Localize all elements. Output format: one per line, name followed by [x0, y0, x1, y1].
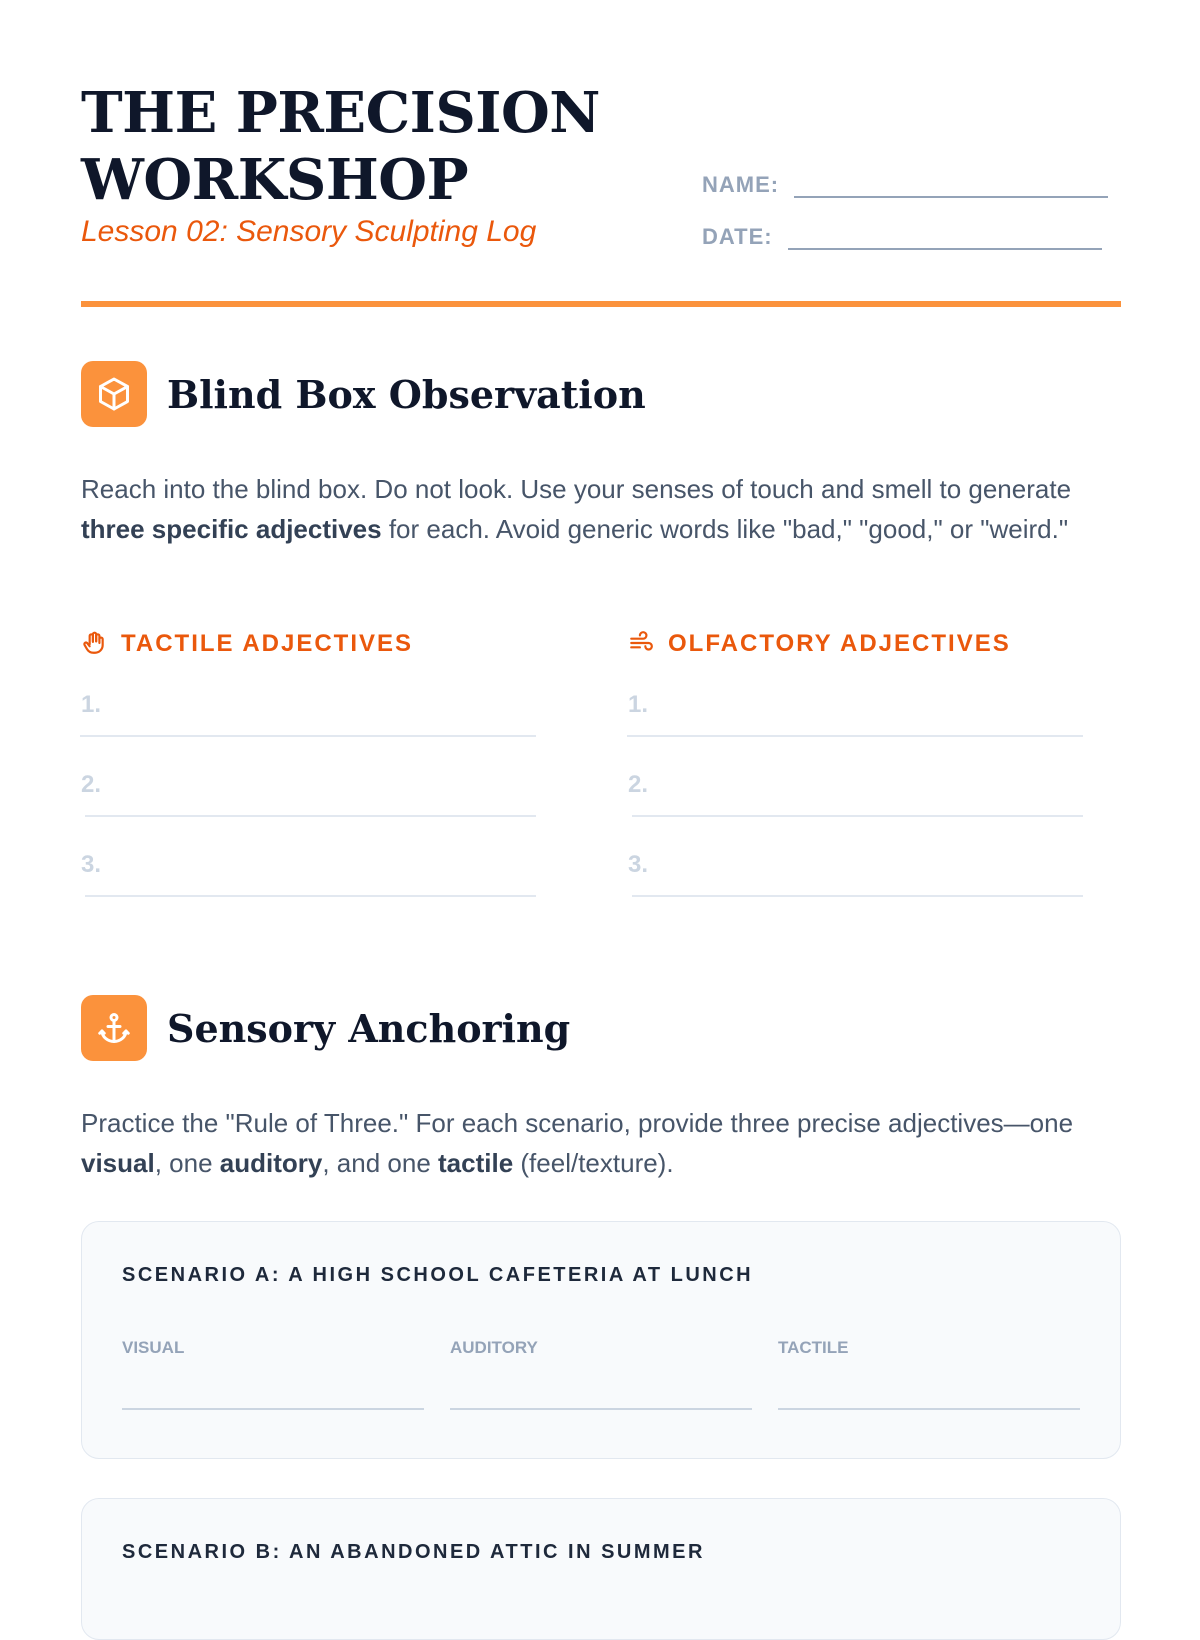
intro-text-end: for each. Avoid generic words like "bad," "good," or "weird.": [381, 514, 1069, 544]
olfactory-heading: [628, 630, 1083, 658]
name-input-line[interactable]: [794, 168, 1108, 198]
tactile-column: [81, 630, 536, 878]
auditory-field: [450, 1338, 752, 1410]
tactile-label: TACTILE ADJECTIVES: [121, 630, 414, 657]
visual-field: [122, 1338, 424, 1410]
section-anchoring-header: [81, 995, 570, 1061]
anchoring-instructions: [81, 1103, 1121, 1183]
scenario-title: SCENARIO A: A HIGH SCHOOL CAFETERIA AT LUNCH: [122, 1264, 754, 1286]
olfactory-answer-3[interactable]: [632, 895, 1083, 897]
tactile-line-1: [81, 677, 536, 737]
page-title: [81, 80, 641, 214]
anchor-icon: [81, 995, 147, 1061]
olfactory-answer-2[interactable]: [632, 815, 1083, 817]
olfactory-answer-1[interactable]: [627, 735, 1083, 737]
intro-text: , one: [154, 1148, 220, 1178]
title-line-1: THE PRECISION: [81, 80, 600, 146]
intro-text: Reach into the blind box. Do not look. Use your senses of touch and smell to generate: [81, 474, 1072, 504]
tactile-line-2: [81, 757, 536, 817]
date-input-line[interactable]: [788, 220, 1102, 250]
tactile-heading: [81, 630, 536, 658]
lesson-subtitle: Lesson 02: Sensory Sculpting Log: [81, 215, 537, 248]
scenario-card-b: [81, 1498, 1121, 1640]
line-number: 2.: [628, 771, 649, 798]
section-title: Blind Box Observation: [167, 371, 646, 417]
tactile-answer-line[interactable]: [778, 1408, 1080, 1410]
name-label: NAME:: [702, 172, 780, 197]
tactile-answer-2[interactable]: [85, 815, 536, 817]
scenario-fields: [122, 1338, 1080, 1410]
tactile-line-3: [81, 837, 536, 897]
tactile-label: TACTILE: [778, 1338, 849, 1357]
olfactory-line-1: [628, 677, 1083, 737]
date-label: DATE:: [702, 224, 773, 249]
blind-box-instructions: [81, 469, 1121, 549]
visual-emphasis: visual: [81, 1148, 155, 1178]
line-number: 3.: [628, 851, 649, 878]
header-divider: [81, 301, 1121, 307]
auditory-emphasis: auditory: [219, 1148, 323, 1178]
line-number: 3.: [81, 851, 102, 878]
auditory-answer-line[interactable]: [450, 1408, 752, 1410]
scenario-card-a: [81, 1221, 1121, 1459]
section-blind-box-header: [81, 361, 646, 427]
scenario-title: SCENARIO B: AN ABANDONED ATTIC IN SUMMER: [122, 1541, 705, 1563]
title-line-2: WORKSHOP: [81, 147, 469, 213]
visual-label: VISUAL: [122, 1338, 185, 1357]
worksheet-header: [81, 80, 1121, 310]
line-number: 2.: [81, 771, 102, 798]
visual-answer-line[interactable]: [122, 1408, 424, 1410]
olfactory-line-3: [628, 837, 1083, 897]
name-field: [702, 168, 1108, 198]
tactile-field: [778, 1338, 1080, 1410]
olfactory-column: [628, 630, 1083, 878]
intro-text: , and one: [322, 1148, 439, 1178]
hand-icon: [81, 630, 109, 658]
date-field: [702, 220, 1102, 250]
intro-emphasis: three specific adjectives: [81, 514, 382, 544]
cube-icon: [81, 361, 147, 427]
auditory-label: AUDITORY: [450, 1338, 538, 1357]
line-number: 1.: [81, 691, 102, 718]
line-number: 1.: [628, 691, 649, 718]
olfactory-label: OLFACTORY ADJECTIVES: [668, 630, 1011, 657]
tactile-emphasis: tactile: [438, 1148, 514, 1178]
olfactory-line-2: [628, 757, 1083, 817]
section-title: Sensory Anchoring: [167, 1005, 571, 1051]
wind-icon: [628, 630, 656, 658]
intro-text: Practice the "Rule of Three." For each scenario, provide three precise adjectives—one: [81, 1108, 1074, 1138]
tactile-answer-1[interactable]: [80, 735, 536, 737]
tactile-answer-3[interactable]: [85, 895, 536, 897]
intro-text: (feel/texture).: [513, 1148, 674, 1178]
